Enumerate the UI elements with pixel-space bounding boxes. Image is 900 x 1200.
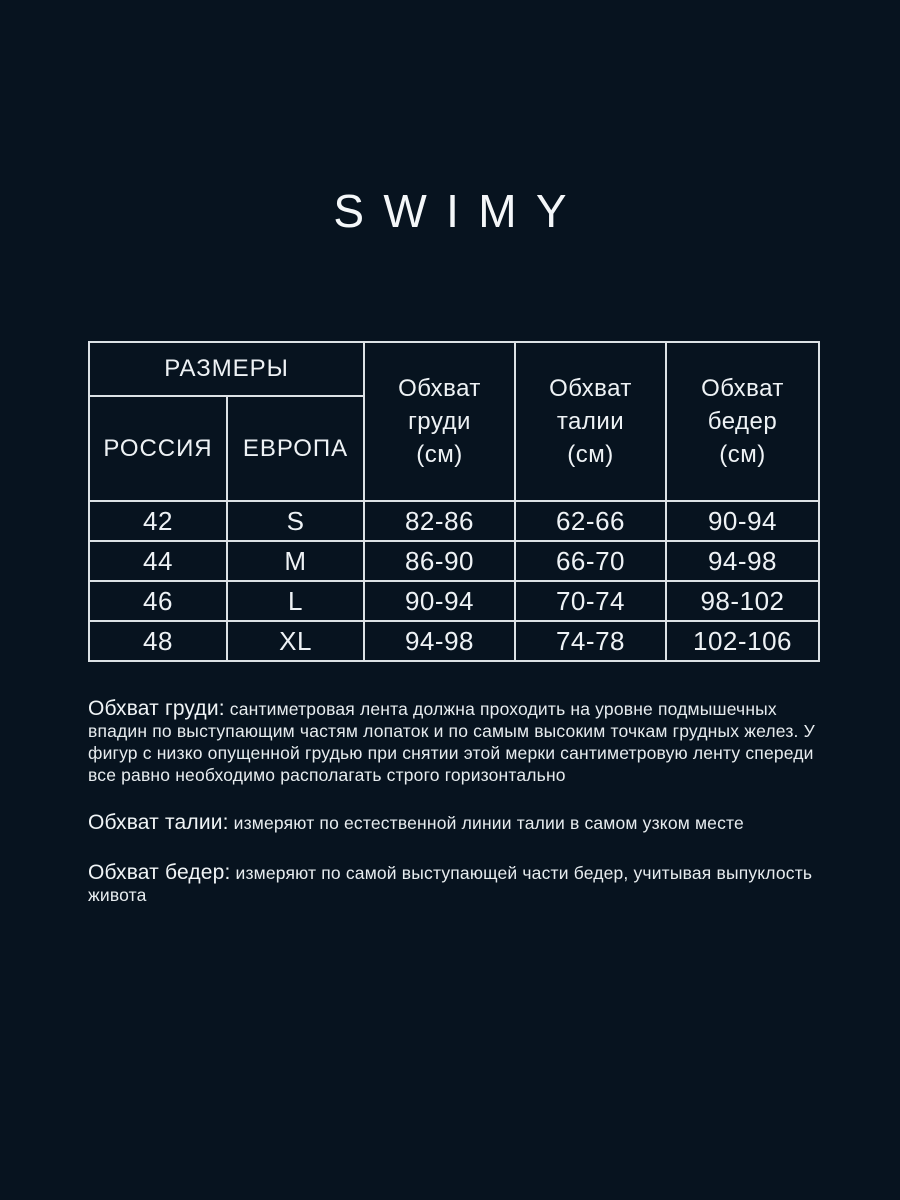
hips-header-cell: [666, 342, 819, 501]
table-row: [89, 621, 819, 661]
chest-header-line: (см): [416, 441, 463, 468]
europe-header-cell: ЕВРОПА: [227, 396, 364, 501]
measurement-notes: [88, 698, 830, 906]
europe-size-value: M: [227, 541, 364, 581]
waist-range-value: 66-70: [515, 541, 666, 581]
waist-note-term: Обхват талии:: [88, 811, 229, 834]
hips-range-value: 94-98: [666, 541, 819, 581]
chest-header-line: груди: [408, 408, 471, 435]
waist-header-cell: [515, 342, 666, 501]
russia-size-value: 44: [89, 541, 227, 581]
hips-header-line: (см): [719, 441, 766, 468]
table-row: [89, 501, 819, 541]
waist-range-value: 74-78: [515, 621, 666, 661]
hips-note-text: измеряют по самой выступающей части бедер, учитывая выпуклость живота: [88, 863, 813, 905]
chest-range-value: 94-98: [364, 621, 515, 661]
russia-header-cell: РОССИЯ: [89, 396, 227, 501]
chest-header-cell: [364, 342, 515, 501]
chest-note: [88, 698, 830, 786]
sizes-header-cell: РАЗМЕРЫ: [89, 342, 364, 396]
europe-size-value: S: [227, 501, 364, 541]
hips-range-value: 98-102: [666, 581, 819, 621]
hips-note-term: Обхват бедер:: [88, 861, 231, 884]
waist-note: [88, 812, 830, 834]
hips-range-value: 90-94: [666, 501, 819, 541]
hips-header-line: Обхват: [701, 375, 784, 402]
waist-header-line: (см): [567, 441, 614, 468]
table-row: [89, 581, 819, 621]
chest-note-text: сантиметровая лента должна проходить на уровне подмышечных впадин по выступающим частям лопаток и по самым высоким точкам грудных желез. У фигур с низко опущенной грудью при снятии этой мерки сантиметровую ленту спереди все равно необходимо располагать строго горизонтально: [88, 699, 815, 785]
russia-size-value: 42: [89, 501, 227, 541]
hips-range-value: 102-106: [666, 621, 819, 661]
chest-header-line: Обхват: [398, 375, 481, 402]
hips-header-line: бедер: [707, 408, 778, 435]
table-header-row-top: [89, 342, 819, 396]
chest-range-value: 82-86: [364, 501, 515, 541]
size-table: [88, 341, 820, 662]
brand-logo: SWIMY: [333, 185, 586, 237]
chest-note-term: Обхват груди:: [88, 697, 225, 720]
waist-header-line: талии: [556, 408, 625, 435]
russia-size-value: 48: [89, 621, 227, 661]
table-row: [89, 541, 819, 581]
waist-header-line: Обхват: [549, 375, 632, 402]
waist-range-value: 62-66: [515, 501, 666, 541]
waist-note-text: измеряют по естественной линии талии в самом узком месте: [233, 813, 744, 833]
europe-size-value: L: [227, 581, 364, 621]
waist-range-value: 70-74: [515, 581, 666, 621]
hips-note: [88, 862, 830, 906]
europe-size-value: XL: [227, 621, 364, 661]
russia-size-value: 46: [89, 581, 227, 621]
chest-range-value: 90-94: [364, 581, 515, 621]
chest-range-value: 86-90: [364, 541, 515, 581]
